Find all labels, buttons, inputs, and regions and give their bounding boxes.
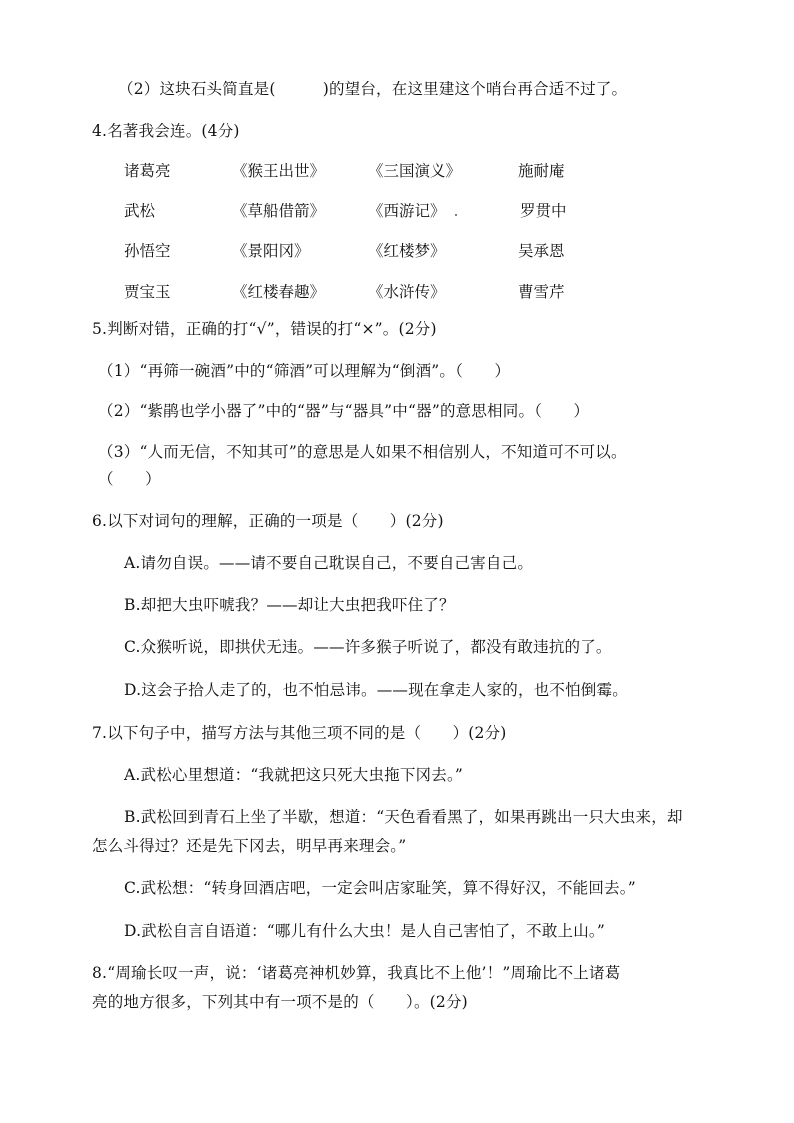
q4-novel: 《三国演义》 <box>368 162 462 180</box>
q6-option-a: A.请勿自误。——请不要自己耽误自己，不要自己害自己。 <box>124 554 534 572</box>
q8-line-1: 8.“周瑜长叹一声，说：‘诸葛亮神机妙算，我真比不上他’！”周瑜比不上诸葛 <box>92 964 621 982</box>
q3-item-2: （2）这块石头简直是( )的望台，在这里建这个哨台再合适不过了。 <box>118 80 628 98</box>
q6-option-c: C.众猴听说，即拱伏无违。——许多猴子听说了，都没有敢违抗的了。 <box>124 638 612 656</box>
q4-person: 武松 <box>124 202 156 220</box>
q6-option-d: D.这会子拾人走了的，也不怕忌讳。——现在拿走人家的，也不怕倒霉。 <box>124 681 628 699</box>
q8-line-2: 亮的地方很多，下列其中有一项不是的（ ）。(2分) <box>92 993 468 1011</box>
q5-item-2: （2）“紫鹃也学小器了”中的“器”与“器具”中“器”的意思相同。（ ） <box>98 402 590 420</box>
stray-dot <box>455 214 457 216</box>
q6-title: 6.以下对词句的理解，正确的一项是（ ）(2分) <box>92 512 444 530</box>
q4-author: 施耐庵 <box>518 162 565 180</box>
q6-option-b: B.却把大虫吓唬我？——却让大虫把我吓住了？ <box>124 596 455 614</box>
q4-title: 4.名著我会连。(4分) <box>92 122 240 140</box>
q4-chapter: 《红楼春趣》 <box>232 283 326 301</box>
q5-item-1: （1）“再筛一碗酒”中的“筛酒”可以理解为“倒酒”。（ ） <box>98 362 511 380</box>
q4-novel: 《西游记》 <box>368 202 446 220</box>
q7-option-c: C.武松想：“转身回酒店吧，一定会叫店家耻笑，算不得好汉，不能回去。” <box>124 879 636 897</box>
q4-chapter: 《景阳冈》 <box>232 242 310 260</box>
q5-item-3-line-2: （ ） <box>98 470 161 488</box>
q5-item-3-line-1: （3）“人而无信，不知其可”的意思是人如果不相信别人，不知道可不可以。 <box>98 443 627 461</box>
q4-chapter: 《草船借箭》 <box>232 202 326 220</box>
q4-person: 孙悟空 <box>124 242 171 260</box>
q4-person: 诸葛亮 <box>124 162 171 180</box>
q7-option-d: D.武松自言自语道：“哪儿有什么大虫！是人自己害怕了，不敢上山。” <box>124 922 606 940</box>
q4-author: 曹雪芹 <box>518 283 565 301</box>
q4-person: 贾宝玉 <box>124 283 171 301</box>
q4-author: 罗贯中 <box>520 202 567 220</box>
q4-author: 吴承恩 <box>518 242 565 260</box>
q4-novel: 《水浒传》 <box>368 283 446 301</box>
q7-title: 7.以下句子中，描写方法与其他三项不同的是（ ）(2分) <box>92 724 507 742</box>
q7-option-b-line-1: B.武松回到青石上坐了半歇，想道：“天色看看黑了，如果再跳出一只大虫来，却 <box>124 808 683 826</box>
q4-novel: 《红楼梦》 <box>368 242 446 260</box>
q7-option-a: A.武松心里想道：“我就把这只死大虫拖下冈去。” <box>124 766 464 784</box>
q4-chapter: 《猴王出世》 <box>232 162 326 180</box>
q5-title: 5.判断对错，正确的打“√”，错误的打“×”。(2分) <box>92 320 437 338</box>
q7-option-b-line-2: 怎么斗得过？还是先下冈去，明早再来理会。” <box>92 837 407 855</box>
